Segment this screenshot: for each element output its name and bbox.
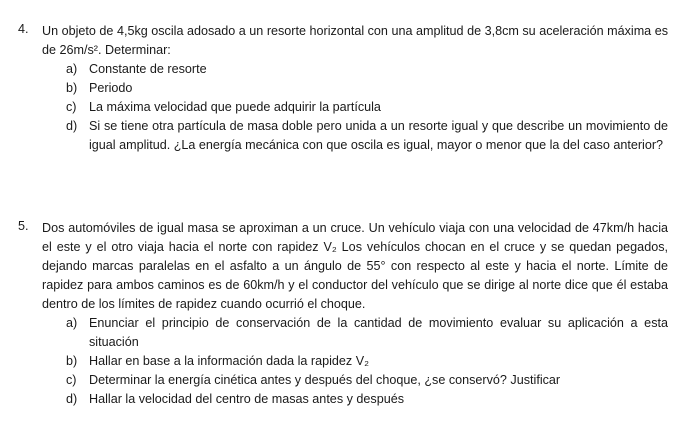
sub-question-a: [66, 60, 668, 79]
problem-number: 4.: [18, 22, 29, 36]
sub-question-text: Enunciar el principio de conservación de la cantidad de movimiento evaluar su aplicación a esta situación: [89, 316, 668, 349]
sub-question-letter: d): [66, 119, 78, 133]
problem-statement: Un objeto de 4,5kg oscila adosado a un resorte horizontal con una amplitud de 3,8cm su aceleración máxima es de 26m/s². Determinar:: [42, 24, 668, 57]
sub-question-b: [66, 79, 668, 98]
sub-question-a: [66, 314, 668, 352]
sub-question-letter: b): [66, 81, 78, 95]
sub-question-letter: a): [66, 62, 78, 76]
sub-question-d: [66, 117, 668, 155]
problem-5: [18, 219, 668, 409]
sub-question-text: Hallar en base a la información dada la rapidez V₂: [89, 354, 370, 368]
sub-question-letter: d): [66, 392, 78, 406]
sub-question-text: Si se tiene otra partícula de masa doble pero unida a un resorte igual y que describe un movimiento de igual amplitud. ¿La energía mecánica con que oscila es igual, mayor o menor que la del caso anterior?: [89, 119, 668, 152]
sub-question-text: Hallar la velocidad del centro de masas antes y después: [89, 392, 405, 406]
problem-statement: Dos automóviles de igual masa se aproximan a un cruce. Un vehículo viaja con una velocidad de 47km/h hacia el este y el otro viaja hacia el norte con rapidez V₂ Los vehículos chocan en el cruce y se quedan pegados, dejando marcas paralelas en el asfalto a un ángulo de 55° con respecto al este y hacia el norte. Límite de rapidez para ambos caminos es de 60km/h y el conductor del vehículo que se dirige al norte dice que él estaba dentro de los límites de rapidez cuando ocurrió el choque.: [42, 221, 668, 311]
sub-question-c: [66, 98, 668, 117]
sub-question-letter: b): [66, 354, 78, 368]
sub-question-b: [66, 352, 668, 371]
sub-question-list: [18, 314, 668, 409]
sub-question-text: Periodo: [89, 81, 133, 95]
problem-number: 5.: [18, 219, 29, 233]
sub-question-letter: c): [66, 100, 77, 114]
sub-question-text: La máxima velocidad que puede adquirir la partícula: [89, 100, 381, 114]
sub-question-letter: a): [66, 316, 78, 330]
sub-question-c: [66, 371, 668, 390]
problem-4: [18, 22, 668, 155]
sub-question-list: [18, 60, 668, 155]
sub-question-text: Constante de resorte: [89, 62, 207, 76]
sub-question-text: Determinar la energía cinética antes y después del choque, ¿se conservó? Justificar: [89, 373, 561, 387]
sub-question-d: [66, 390, 668, 409]
sub-question-letter: c): [66, 373, 77, 387]
